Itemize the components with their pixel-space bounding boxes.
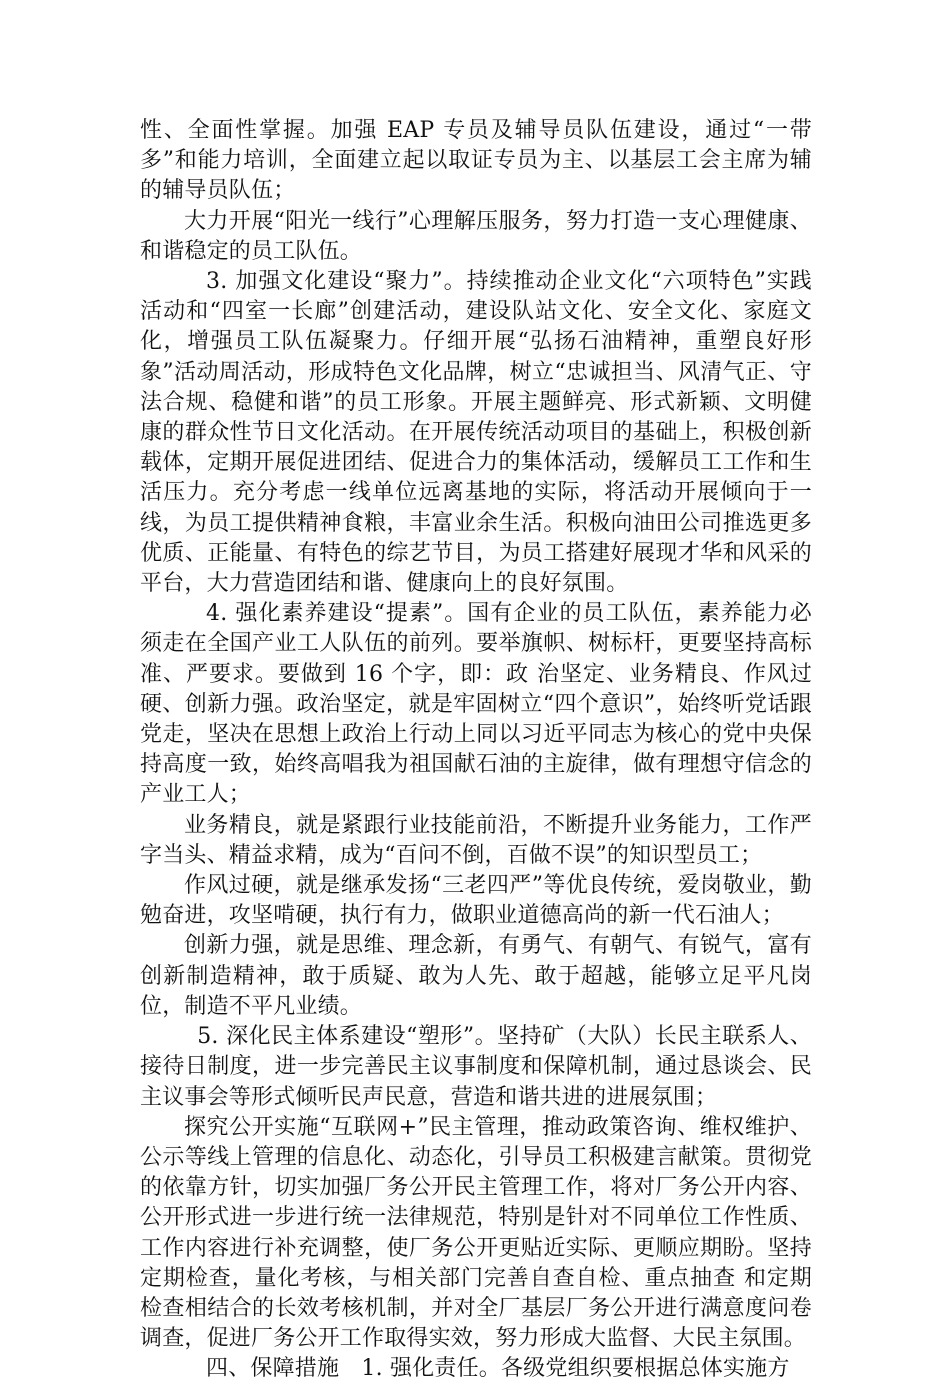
document-body bbox=[140, 116, 812, 1385]
paragraph-business-excellence: 业务精良，就是紧跟行业技能前沿，不断提升业务能力，工作严字当头、精益求精，成为“百问不倒，百做不误”的知识型员工； bbox=[140, 812, 812, 868]
paragraph-culture-building: 3. 加强文化建设“聚力”。持续推动企业文化“六项特色”实践活动和“四室一长廊”创建活动，建设队站文化、安全文化、家庭文化，增强员工队伍凝聚力。仔细开展“弘扬石油精神，重塑良好形象”活动周活动，形成特色文化品牌，树立“忠诚担当、风清气正、守法合规、稳健和谐”的员工形象。开展主题鲜亮、形式新颖、文明健康的群众性节日文化活动。在开展传统活动项目的基础上，积极创新载体，定期开展促进团结、促进合力的集体活动，缓解员工工作和生活压力。充分考虑一线单位远离基地的实际，将活动开展倾向于一线，为员工提供精神食粮，丰富业余生活。积极向油田公司推选更多优质、正能量、有特色的综艺节目，为员工搭建好展现才华和风采的平台，大力营造团结和谐、健康向上的良好氛围。 bbox=[140, 269, 812, 597]
paragraph-quality-building: 4. 强化素养建设“提素”。国有企业的员工队伍，素养能力必须走在全国产业工人队伍的前列。要举旗帜、树标杆，更要坚持高标准、严要求。要做到 16 个字，即：政 治坚定、业务精良、作风过硬、创新力强。政治坚定，就是牢固树立“四个意识”，始终听党话跟党走，坚决在思想上政治上行动上同以习近平同志为核心的党中央保持高度一致，始终高唱我为祖国献石油的主旋律，做有理想守信念的产业工人； bbox=[140, 601, 812, 808]
paragraph-safeguard-measures: 四、保障措施 1. 强化责任。各级党组织要根据总体实施方 bbox=[206, 1356, 790, 1382]
paragraph-eap-team: 性、全面性掌握。加强 EAP 专员及辅导员队伍建设，通过“一带多”和能力培训，全面建立起以取证专员为主、以基层工会主席为辅的辅导员队伍； bbox=[140, 118, 812, 204]
paragraph-internet-democracy: 探究公开实施“互联网+”民主管理，推动政策咨询、维权维护、公示等线上管理的信息化、动态化，引导员工积极建言献策。贯彻党的依靠方针，切实加强厂务公开民主管理工作，将对厂务公开内容、公开形式进一步进行统一法律规范，特别是针对不同单位工作性质、工作内容进行补充调整，使厂务公开更贴近实际、更顺应期盼。坚持定期检查，量化考核，与相关部门完善自查自检、重点抽查 和定期检查相结合的长效考核机制，并对全厂基层厂务公开进行满意度问卷调查，促进厂务公开工作取得实效，努力形成大监督、大民主氛围。 bbox=[140, 1114, 812, 1352]
paragraph-democracy-building: 5. 深化民主体系建设“塑形”。坚持矿（大队）长民主联系人、接待日制度，进一步完善民主议事制度和保障机制，通过恳谈会、民主议事会等形式倾听民声民意，营造和谐共进的进展氛围； bbox=[140, 1024, 812, 1110]
paragraph-innovation: 创新力强，就是思维、理念新，有勇气、有朝气、有锐气，富有创新制造精神，敢于质疑、敢为人先、敢于超越，能够立足平凡岗位，制造不平凡业绩。 bbox=[140, 933, 812, 1019]
paragraph-work-style: 作风过硬，就是继承发扬“三老四严”等优良传统，爱岗敬业，勤勉奋进，攻坚啃硬，执行有力，做职业道德高尚的新一代石油人； bbox=[140, 873, 812, 929]
paragraph-sunshine-service: 大力开展“阳光一线行”心理解压服务，努力打造一支心理健康、和谐稳定的员工队伍。 bbox=[140, 208, 812, 264]
